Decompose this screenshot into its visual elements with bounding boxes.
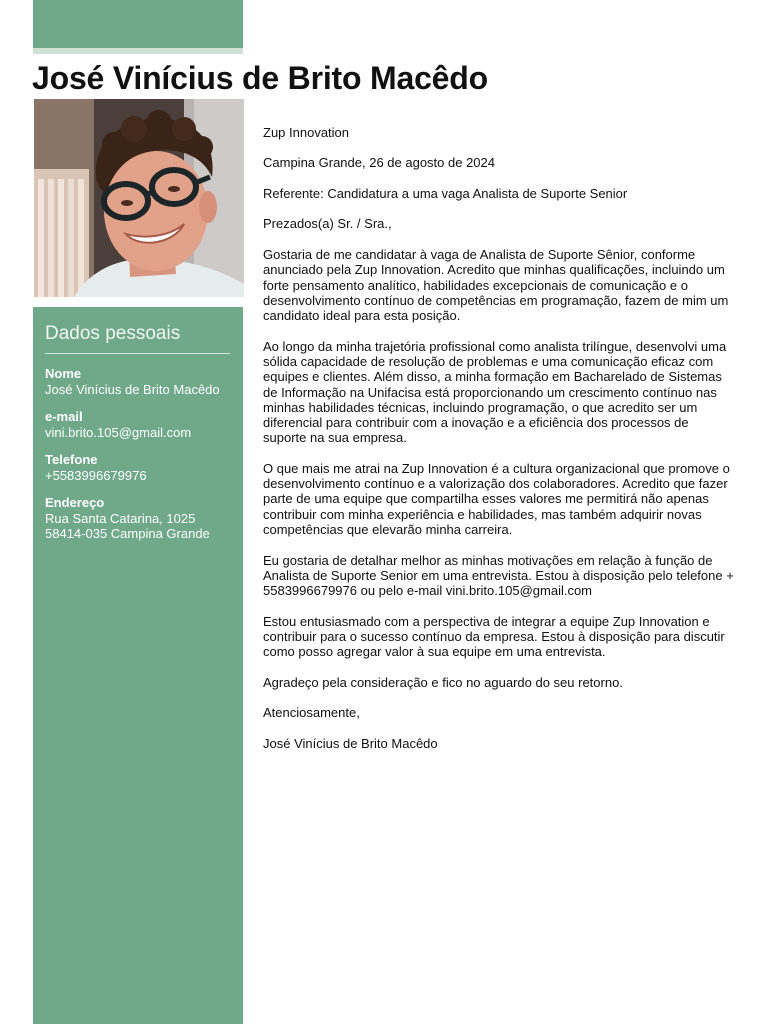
field-phone: [45, 452, 240, 483]
top-accent-stripe: [33, 48, 243, 54]
field-address-label: Endereço: [45, 495, 105, 510]
field-name-value: José Vinícius de Brito Macêdo: [45, 381, 220, 397]
letter-paragraph: Estou entusiasmado com a perspectiva de integrar a equipe Zup Innovation e contribuir para o sucesso contínuo da empresa. Estou à disposição para discutir como posso agregar valor à sua equipe em uma entrevista.: [263, 613, 725, 660]
letter-body: [263, 125, 735, 766]
letter-paragraph: O que mais me atrai na Zup Innovation é a cultura organizacional que promove o desenvolvimento contínuo e a valorização dos colaboradores. Acredito que fazer parte de uma equipe que compartilha esses valores me permitirá não apenas contribuir com minha experiência e habilidades, mas também adquirir novas competências que elevarão minha carreira.: [263, 460, 730, 538]
candidate-name-title: José Vinícius de Brito Macêdo: [32, 60, 488, 96]
field-address: [45, 495, 240, 542]
field-phone-label: Telefone: [45, 452, 98, 467]
sidebar-heading: Dados pessoais: [45, 323, 181, 344]
field-email-label: e-mail: [45, 409, 83, 424]
letter-paragraph: Gostaria de me candidatar à vaga de Analista de Suporte Sênior, conforme anunciado pela Zup Innovation. Acredito que minhas qualificações, incluindo um forte pensamento analítico, habilidades excepcionais de comunicação e o desenvolvimento contínuo de competências em programação, fazem de mim um candidato ideal para esta posição.: [263, 246, 729, 324]
letter-place-date: Campina Grande, 26 de agosto de 2024: [263, 155, 496, 171]
profile-photo: [34, 99, 244, 297]
letter-paragraph: Ao longo da minha trajetória profissional como analista trilíngue, desenvolvi uma sólida capacidade de resolução de problemas e uma comunicação eficaz com equipes e clientes. Além disso, a minha formação em Bacharelado de Sistemas de Informação na Unifacisa está proporcionando um crescimento contínuo nas minhas habilidades técnicas, incluindo programação, o que acredito ser um diferencial para contribuir com a inovação e a eficiência dos processos de suporte na sua empresa.: [263, 338, 727, 446]
field-phone-value: +5583996679976: [45, 467, 147, 483]
field-email-value: vini.brito.105@gmail.com: [45, 424, 192, 440]
sidebar-divider: [45, 353, 230, 354]
field-email: [45, 409, 240, 440]
letter-signature: José Vinícius de Brito Macêdo: [263, 735, 438, 751]
letter-closing: Atenciosamente,: [263, 705, 360, 721]
field-name-label: Nome: [45, 366, 82, 381]
field-address-line2: 58414-035 Campina Grande: [45, 526, 210, 541]
letter-subject: Referente: Candidatura a uma vaga Analista de Suporte Senior: [263, 185, 628, 201]
field-name: [45, 366, 240, 397]
letter-salutation: Prezados(a) Sr. / Sra.,: [263, 216, 392, 232]
letter-company: Zup Innovation: [263, 125, 350, 140]
letter-paragraph: Agradeço pela consideração e fico no aguardo do seu retorno.: [263, 674, 623, 690]
letter-paragraph: Eu gostaria de detalhar melhor as minhas motivações em relação à função de Analista de Suporte Senior em uma entrevista. Estou à disposição pelo telefone + 5583996679976 ou pelo e-mail vini.brito.105@gmail.com: [263, 552, 734, 599]
personal-data-sidebar: [33, 307, 243, 1024]
top-accent-block: [33, 0, 243, 48]
field-address-line1: Rua Santa Catarina, 1025: [45, 510, 196, 526]
